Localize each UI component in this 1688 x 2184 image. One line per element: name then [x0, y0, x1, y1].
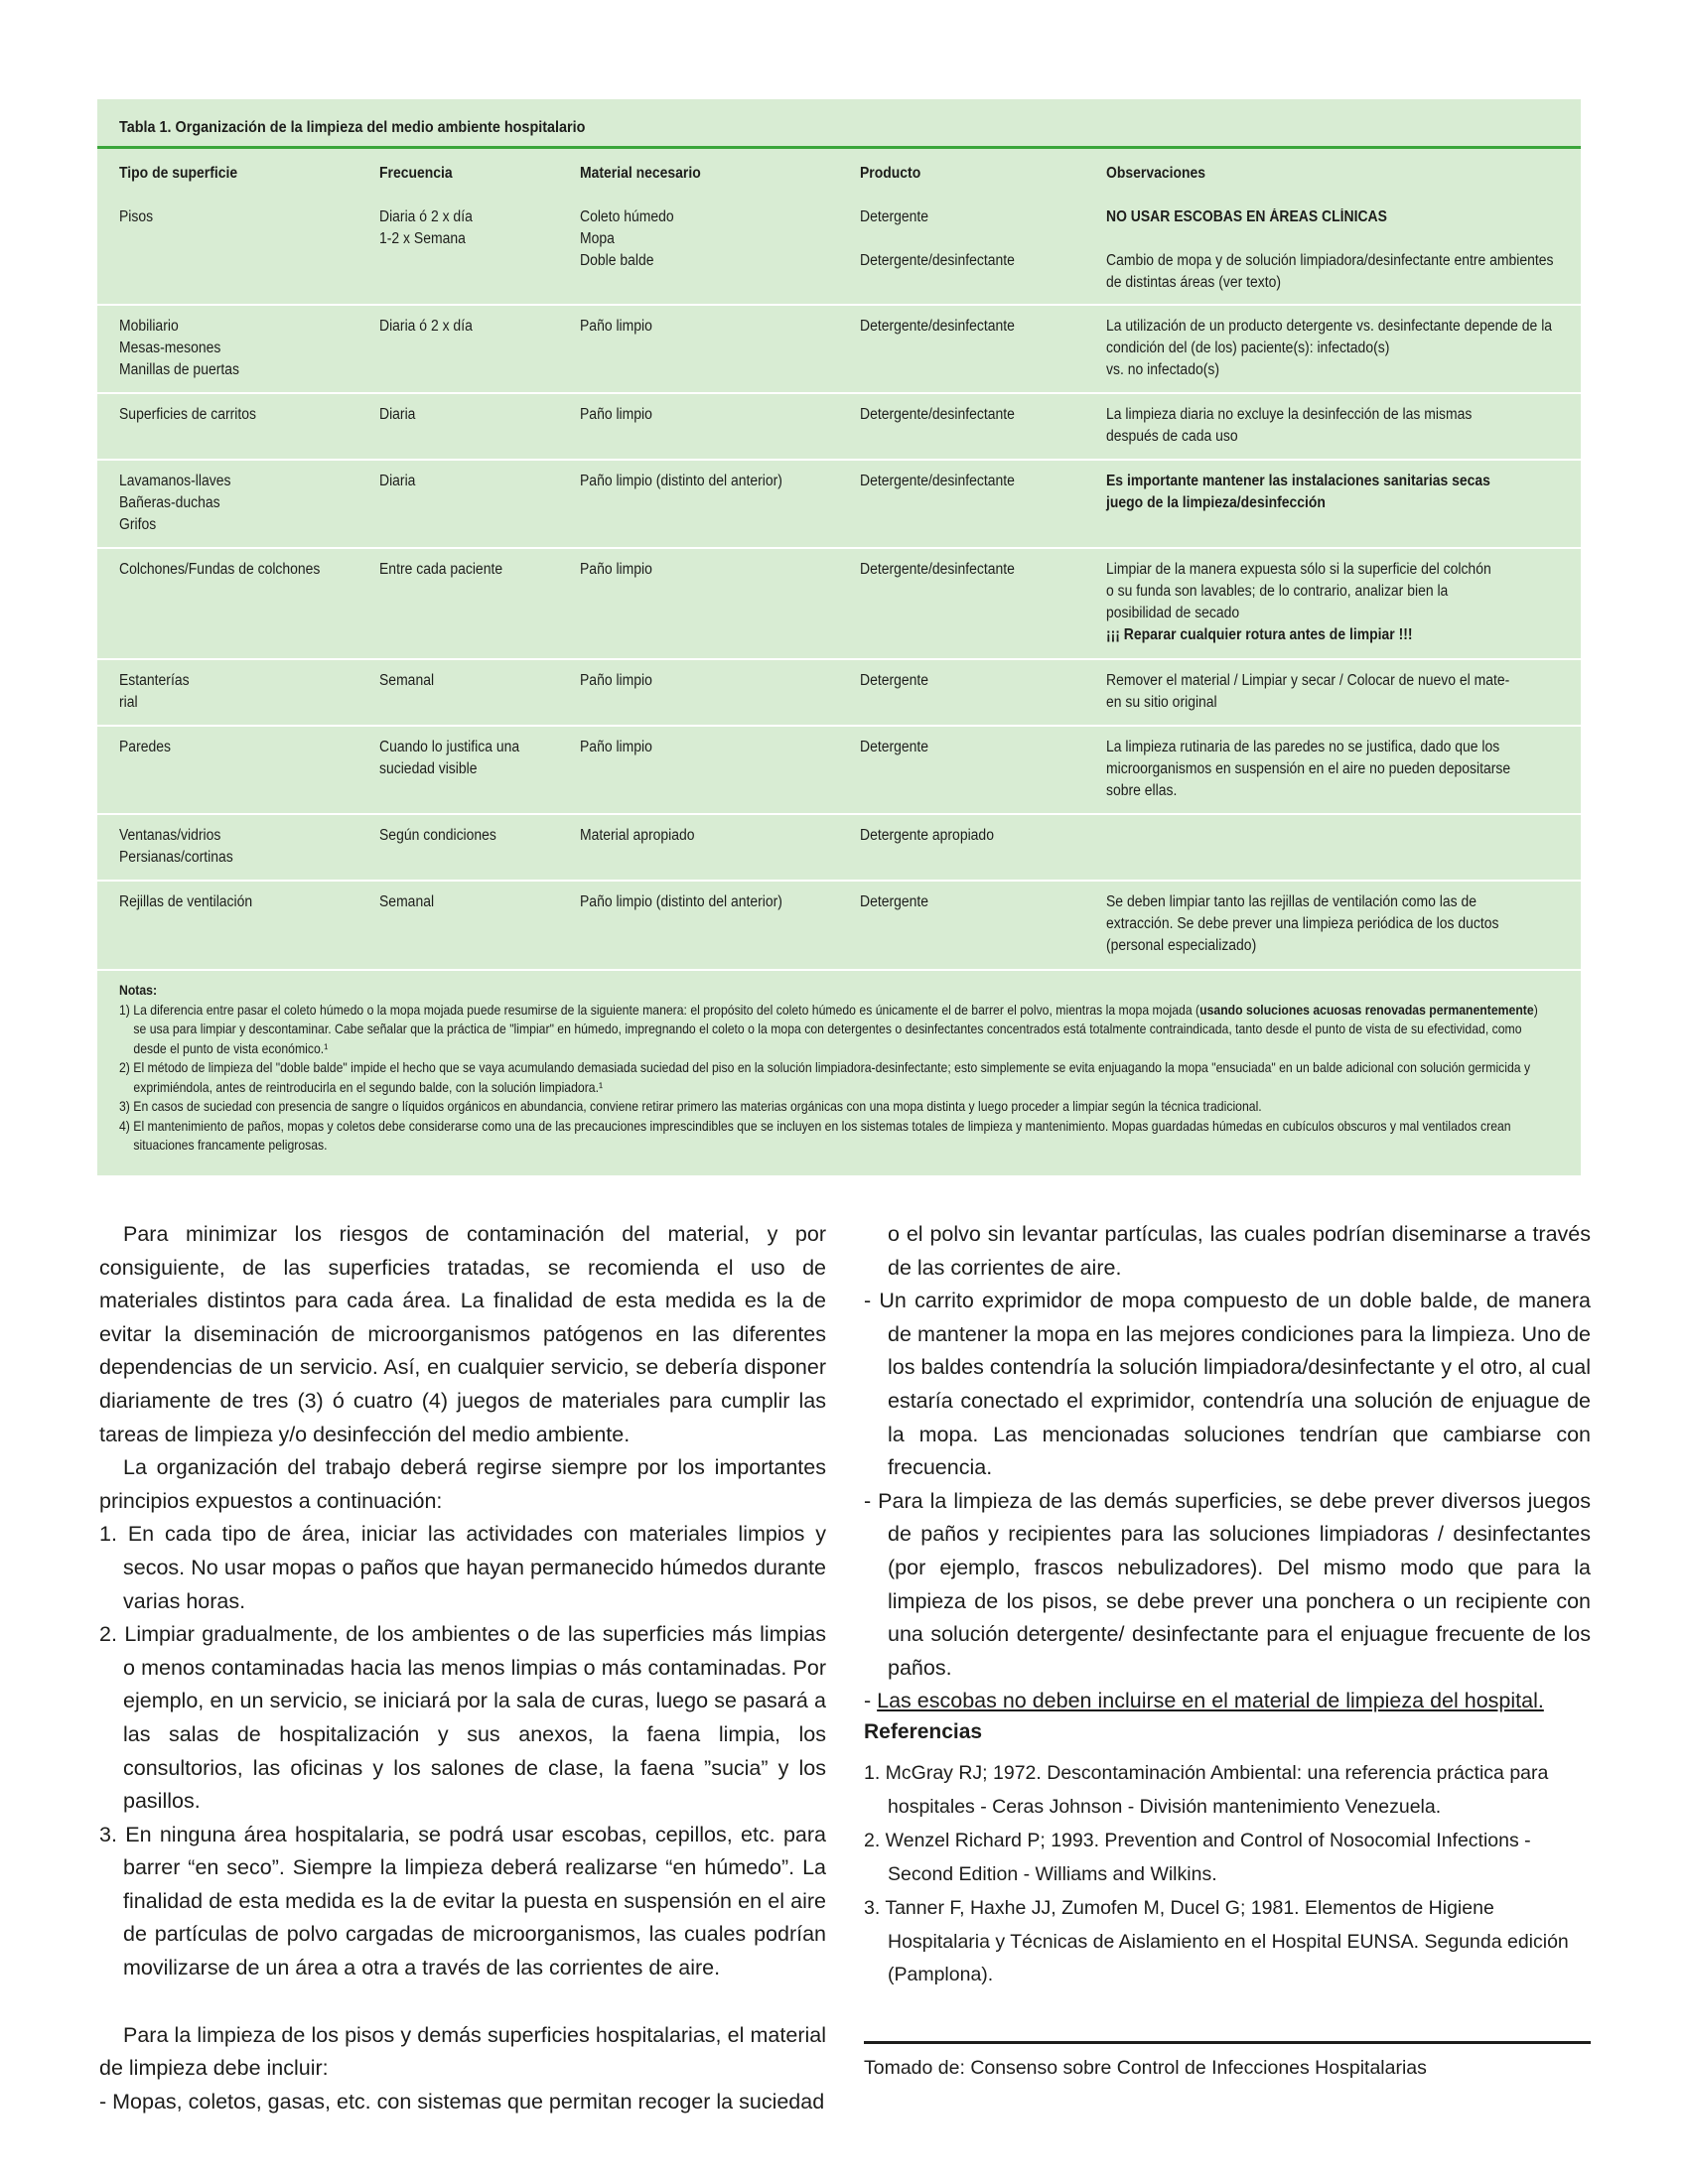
note-2: 2) El método de limpieza del "doble balde" impide el hecho que se vaya acumulando demasiada suciedad del piso en la solución limpiadora-desinfectante; esto simplemente se evita enjuagando la mopa "ensuciada" en un balde adicional con solución germicida y exprimiéndola, antes de reintroducirla en el segundo balde, con la solución limpiadora.¹	[119, 1060, 1531, 1095]
list-item: 3. En ninguna área hospitalaria, se podrá usar escobas, cepillos, etc. para barrer “en seco”. Siempre la limpieza deberá realizarse “en húmedo”. La finalidad de esta medida es la de evitar la puesta en suspensión en el aire de partículas de polvo cargadas de microorganismos, las cuales podrían movilizarse de un área a otra a través de las corrientes de aire.	[99, 1822, 826, 1980]
cell-superficie: Lavamanos-llaves Bañeras-duchas Grifos	[119, 473, 231, 533]
notes-title: Notas:	[119, 983, 158, 998]
table-row	[97, 547, 1581, 643]
list-item	[864, 1685, 1591, 1718]
cell-material: Material apropiado	[580, 827, 695, 844]
table-caption: Tabla 1. Organización de la limpieza del medio ambiente hospitalario	[119, 119, 586, 136]
table-row	[97, 725, 1581, 799]
cell-observaciones-warning: ¡¡¡ Reparar cualquier rotura antes de limpiar !!!	[1106, 626, 1413, 643]
cell-material: Paño limpio	[580, 672, 652, 689]
cell-superficie: Colchones/Fundas de colchones	[119, 561, 321, 578]
reference-item: 3. Tanner F, Haxhe JJ, Zumofen M, Ducel G; 1981. Elementos de Higiene Hospitalaria y Técnicas de Aislamiento en el Hospital EUNSA. Segunda edición (Pamplona).	[864, 1897, 1569, 1985]
list-item: - Mopas, coletos, gasas, etc. con sistemas que permitan recoger la suciedad	[99, 2089, 825, 2114]
cell-observaciones: Limpiar de la manera expuesta sólo si la superficie del colchón o su funda son lavables; de lo contrario, analizar bien la posibilidad de secado	[1106, 561, 1491, 621]
cell-observaciones: La limpieza rutinaria de las paredes no se justifica, dado que los microorganismos en suspensión en el aire no pueden depositarse sobre ellas.	[1106, 739, 1511, 799]
cell-frecuencia: Diaria	[379, 473, 416, 489]
cell-frecuencia: Diaria	[379, 406, 416, 423]
note-3: 3) En casos de suciedad con presencia de sangre o líquidos orgánicos en abundancia, conviene retirar primero las materias orgánicas con una mopa distinta y luego proceder a limpiar según la técnica tradicional.	[119, 1099, 1262, 1114]
cell-observaciones: Se deben limpiar tanto las rejillas de ventilación como las de extracción. Se debe prever una limpieza periódica de los ductos (personal especializado)	[1106, 893, 1499, 954]
cell-material: Coleto húmedo Mopa Doble balde	[580, 208, 674, 269]
note-4: 4) El mantenimiento de paños, mopas y coletos debe considerarse como una de las precauciones imprescindibles que se incluyen en los sistemas totales de limpieza y mantenimiento. Mopas guardadas húmedas en cubículos obscuros y mal ventilados crean situaciones francamente peligrosas.	[119, 1118, 1511, 1153]
cell-frecuencia: Cuando lo justifica una suciedad visible	[379, 739, 520, 777]
cell-material: Paño limpio (distinto del anterior)	[580, 893, 782, 910]
cell-superficie: Ventanas/vidrios Persianas/cortinas	[119, 827, 233, 866]
list-item: 1. En cada tipo de área, iniciar las actividades con materiales limpios y secos. No usar mopas o paños que hayan permanecido húmedos durante varias horas.	[99, 1522, 826, 1613]
note-1-text-a: 1) La diferencia entre pasar el coleto húmedo o la mopa mojada puede resumirse de la siguiente manera: el propósito del coleto húmedo es únicamente el de barrer el polvo, mientras la mopa mojada (	[119, 1002, 1200, 1018]
cell-observaciones-2: Cambio de mopa y de solución limpiadora/desinfectante entre ambientes de distintas áreas (ver texto)	[1106, 252, 1554, 291]
cell-producto: Detergente/desinfectante	[860, 318, 1015, 335]
cell-producto: Detergente	[860, 208, 929, 225]
reference-item: 1. McGray RJ; 1972. Descontaminación Ambiental: una referencia práctica para hospitales - Ceras Johnson - División mantenimiento Venezuela.	[864, 1762, 1549, 1818]
table-row	[97, 658, 1581, 711]
paragraph: Para minimizar los riesgos de contaminación del material, y por consiguiente, de las superficies tratadas, se recomienda el uso de materiales distintos para cada área. La finalidad de esta medida es la de evitar la diseminación de microorganismos patógenos en las diferentes dependencias de un servicio. Así, en cualquier servicio, se debería disponer diariamente de tres (3) ó cuatro (4) juegos de materiales para cumplir las tareas de limpieza y/o desinfección del medio ambiente.	[99, 1222, 826, 1446]
paragraph: La organización del trabajo deberá regirse siempre por los importantes principios expuestos a continuación:	[99, 1455, 826, 1513]
underlined-statement: Las escobas no deben incluirse en el material de limpieza del hospital.	[877, 1689, 1544, 1713]
cell-superficie: Mobiliario Mesas-mesones Manillas de puertas	[119, 318, 239, 378]
table-row	[97, 392, 1581, 445]
cell-superficie: Superficies de carritos	[119, 406, 257, 423]
cell-frecuencia: Diaria ó 2 x día 1-2 x Semana	[379, 208, 473, 247]
cell-material: Paño limpio	[580, 406, 652, 423]
header-frecuencia: Frecuencia	[379, 165, 453, 182]
cell-material: Paño limpio (distinto del anterior)	[580, 473, 782, 489]
list-item: - Un carrito exprimidor de mopa compuesto de un doble balde, de manera de mantener la mopa en las mejores condiciones para la limpieza. Uno de los baldes contendría la solución limpiadora/desinfectante y el otro, al cual estaría conectado el exprimidor, contendría una solución de enjuague de la mopa. Las mencionadas soluciones tendrían que cambiarse con frecuencia.	[864, 1289, 1591, 1480]
cell-producto: Detergente/desinfectante	[860, 561, 1015, 578]
cell-frecuencia: Semanal	[379, 672, 435, 689]
table-row	[97, 813, 1581, 866]
source-note: Tomado de: Consenso sobre Control de Infecciones Hospitalarias	[864, 2057, 1427, 2079]
cell-material: Paño limpio	[580, 739, 652, 755]
table-row	[97, 304, 1581, 378]
cell-observaciones: La utilización de un producto detergente vs. desinfectante depende de la condición del (de los) paciente(s): infectado(s) vs. no infectado(s)	[1106, 318, 1553, 378]
cell-producto: Detergente	[860, 672, 929, 689]
table-notes	[119, 981, 1549, 1156]
cell-superficie: Pisos	[119, 208, 154, 225]
header-tipo: Tipo de superficie	[119, 165, 238, 182]
cell-producto: Detergente/desinfectante	[860, 473, 1015, 489]
cell-producto: Detergente apropiado	[860, 827, 994, 844]
cell-observaciones: La limpieza diaria no excluye la desinfección de las mismas después de cada uso	[1106, 406, 1473, 445]
cell-observaciones: Es importante mantener las instalaciones sanitarias secas juego de la limpieza/desinfección	[1106, 473, 1490, 511]
cell-frecuencia: Semanal	[379, 893, 435, 910]
body-right-column	[864, 1218, 1591, 1718]
cell-producto-2: Detergente/desinfectante	[860, 252, 1015, 269]
note-1	[119, 1001, 1549, 1059]
cell-superficie: Paredes	[119, 739, 171, 755]
header-observaciones: Observaciones	[1106, 165, 1206, 182]
cell-frecuencia: Diaria ó 2 x día	[379, 318, 473, 335]
cleaning-table	[97, 99, 1581, 1175]
reference-item: 2. Wenzel Richard P; 1993. Prevention and Control of Nosocomial Infections - Second Edition - Williams and Wilkins.	[864, 1830, 1531, 1885]
table-row	[97, 459, 1581, 533]
cell-observaciones: Remover el material / Limpiar y secar / Colocar de nuevo el mate- en su sitio original	[1106, 672, 1510, 711]
cell-material: Paño limpio	[580, 318, 652, 335]
paragraph-continued: o el polvo sin levantar partículas, las cuales podrían diseminarse a través de las corrientes de aire.	[888, 1222, 1591, 1280]
cell-observaciones: NO USAR ESCOBAS EN ÁREAS CLÍNICAS	[1106, 208, 1387, 225]
caption-rule	[97, 146, 1581, 149]
notes-divider	[97, 969, 1581, 971]
header-material: Material necesario	[580, 165, 701, 182]
cell-superficie: Estanterías rial	[119, 672, 190, 711]
cell-frecuencia: Según condiciones	[379, 827, 496, 844]
paragraph: Para la limpieza de los pisos y demás superficies hospitalarias, el material de limpieza debe incluir:	[99, 2022, 826, 2081]
cell-superficie: Rejillas de ventilación	[119, 893, 253, 910]
list-item: - Para la limpieza de las demás superficies, se debe prever diversos juegos de paños y recipientes para las soluciones limpiadoras / desinfectantes (por ejemplo, frascos nebulizadores). Del mismo modo que para la limpieza de los pisos, se debe prever una ponchera o un recipiente con una solución detergente/ desinfectante para el enjuague frecuente de los paños.	[864, 1488, 1591, 1680]
references-list	[864, 1757, 1589, 1993]
note-1-bold: usando soluciones acuosas renovadas permanentemente	[1199, 1002, 1534, 1018]
references-title: Referencias	[864, 1720, 983, 1743]
cell-producto: Detergente	[860, 739, 929, 755]
cell-producto: Detergente	[860, 893, 929, 910]
cell-frecuencia: Entre cada paciente	[379, 561, 503, 578]
header-producto: Producto	[860, 165, 921, 182]
source-rule	[864, 2041, 1591, 2044]
cell-material: Paño limpio	[580, 561, 652, 578]
table-row	[97, 880, 1581, 954]
list-item: 2. Limpiar gradualmente, de los ambientes o de las superficies más limpias o menos contaminadas hacia las menos limpias o más contaminadas. Por ejemplo, en un servicio, se iniciará por la sala de curas, luego se pasará a las salas de hospitalización y sus anexos, la faena limpia, los consultorios, las oficinas y los salones de clase, la faena ”sucia” y los pasillos.	[99, 1622, 826, 1814]
dash-prefix: -	[864, 1689, 878, 1713]
body-left-column	[99, 1218, 826, 2118]
cell-producto: Detergente/desinfectante	[860, 406, 1015, 423]
note-1-text-b: ) se usa para limpiar y descontaminar. Cabe señalar que la práctica de "limpiar" en húmedo, impregnando el coleto o la mopa con detergentes o desinfectantes concentrados está totalmente contraindicada, tanto desde el punto de vista de su efectividad, como desde el punto de vista económico.¹	[133, 1002, 1538, 1056]
